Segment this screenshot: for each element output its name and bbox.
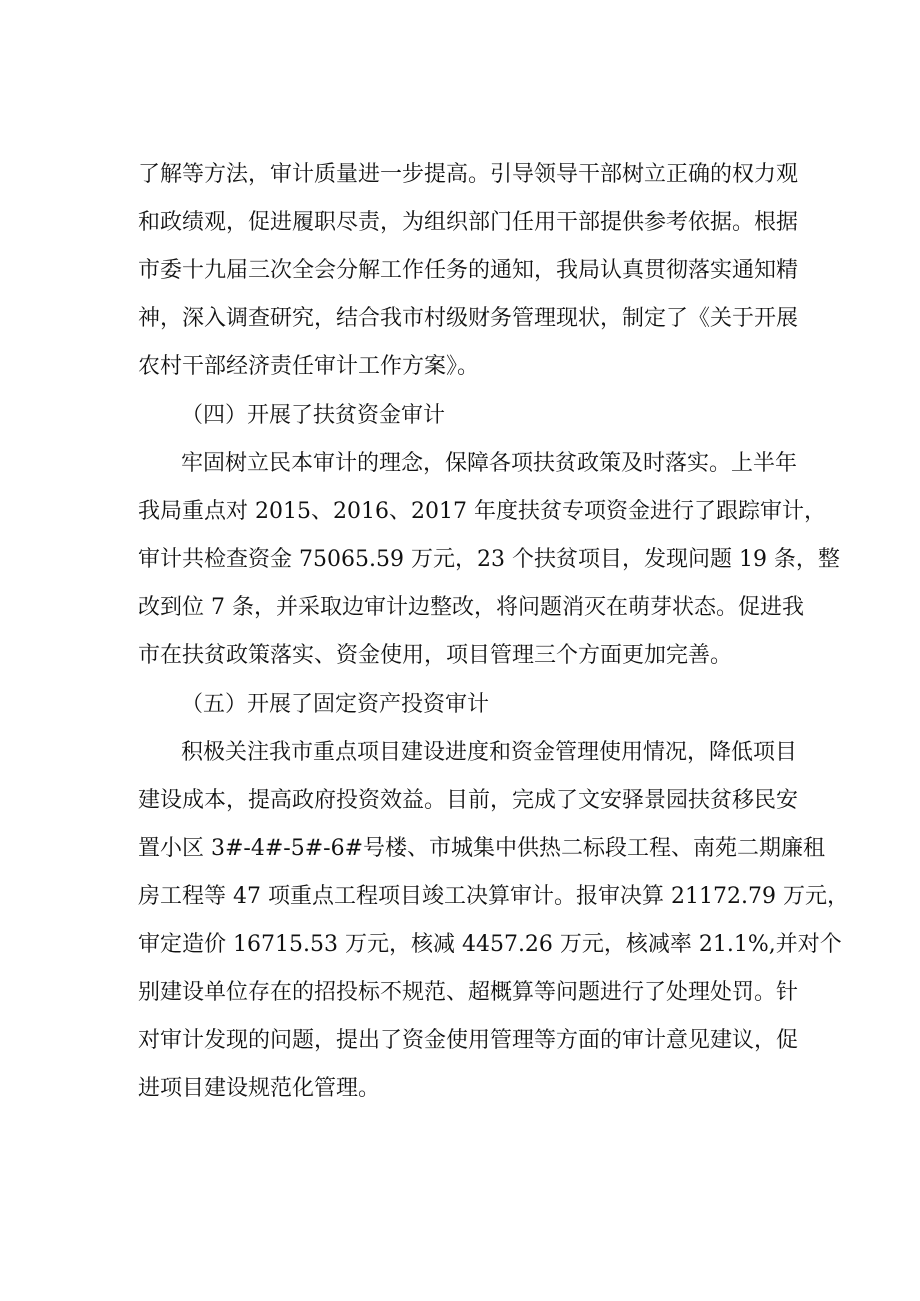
text-line: 和政绩观，促进履职尽责，为组织部门任用干部提供参考依据。根据: [138, 210, 799, 235]
text-line: 市委十九届三次全会分解工作任务的通知，我局认真贯彻落实通知精: [138, 258, 799, 283]
text-line: 别建设单位存在的招投标不规范、超概算等问题进行了处理处罚。针: [138, 980, 799, 1005]
text-line: 审定造价 16715.53 万元，核减 4457.26 万元，核减率 21.1%,并对个: [138, 932, 842, 957]
text-line: 审计共检查资金 75065.59 万元，23 个扶贫项目，发现问题 19 条，整: [138, 547, 840, 572]
text-line: 房工程等 47 项重点工程项目竣工决算审计。报审决算 21172.79 万元，: [138, 884, 849, 909]
text-line: 神，深入调查研究，结合我市村级财务管理现状，制定了《关于开展: [138, 306, 799, 331]
text-line: 对审计发现的问题，提出了资金使用管理等方面的审计意见建议，促: [138, 1028, 799, 1053]
text-line: 改到位 7 条，并采取边审计边整改，将问题消灭在萌芽状态。促进我: [138, 595, 804, 620]
text-line: 牢固树立民本审计的理念，保障各项扶贫政策及时落实。上半年: [181, 451, 798, 476]
section-heading: （五）开展了固定资产投资审计: [181, 692, 490, 717]
text-line: 进项目建设规范化管理。: [138, 1076, 381, 1101]
text-line: 市在扶贫政策落实、资金使用，项目管理三个方面更加完善。: [138, 643, 733, 668]
text-line: 积极关注我市重点项目建设进度和资金管理使用情况，降低项目: [181, 740, 798, 765]
text-line: 建设成本，提高政府投资效益。目前，完成了文安驿景园扶贫移民安: [138, 788, 799, 813]
text-line: 我局重点对 2015、2016、2017 年度扶贫专项资金进行了跟踪审计，: [138, 499, 826, 524]
text-line: 农村干部经济责任审计工作方案》。: [138, 354, 480, 379]
section-heading: （四）开展了扶贫资金审计: [181, 403, 446, 428]
text-line: 置小区 3#-4#-5#-6#号楼、市城集中供热二标段工程、南苑二期廉租: [138, 836, 826, 861]
text-line: 了解等方法，审计质量进一步提高。引导领导干部树立正确的权力观: [138, 162, 799, 187]
